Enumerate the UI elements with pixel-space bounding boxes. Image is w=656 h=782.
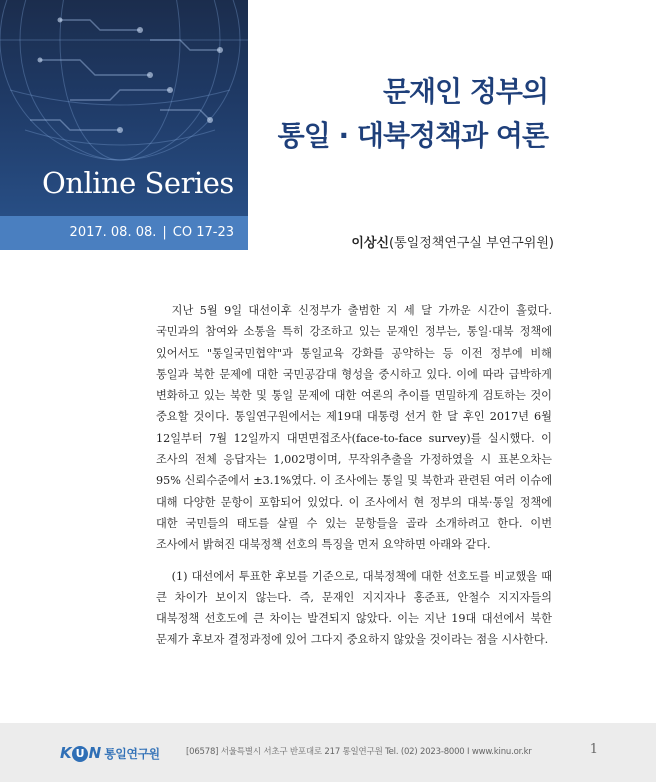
paragraph: 지난 5월 9일 대선이후 신정부가 출범한 지 세 달 가까운 시간이 흘렀다. 국민과의 참여와 소통을 특히 강조하고 있는 문재인 정부는, 통일·대북 정책에 있어서도 "통일국민협약"과 통일교육 강화를 공약하는 등 이전 정부에 비해 통일과 북한 문제에 대한 국민공감대 형성을 중시하고 있다. 이에 따라 급박하게 변화하고 있는 북한 및 통일 문제에 대한 여론의 추이를 면밀하게 검토하는 것이 중요할 것이다. 통일연구원에서는 제19대 대통령 선거 한 달 후인 2017년 6월 12일부터 7월 12일까지 대면면접조사(face-to-face survey)를 실시했다. 이 조사의 전체 응답자는 1,002명이며, 무작위추출을 가정하였을 시 표본오차는 95% 신뢰수준에서 ±3.1%였다. 이 조사에는 통일 및 북한과 관련된 여러 이슈에 대해 다양한 문항이 포함되어 있었다. 이 조사에서 현 정부의 대북·통일 정책에 대한 국민들의 태도를 살필 수 있는 문항들을 골라 소개하려고 한다. 이번 조사에서 밝혀진 대북정책 선호의 특징을 먼저 요약하면 아래와 같다. <box>156 304 552 552</box>
logo-letter-k: K <box>60 744 71 762</box>
title-line-2: 통일 · 대북정책과 여론 <box>277 119 548 152</box>
logo-letter-u: U <box>72 746 88 762</box>
cover-panel <box>0 0 248 222</box>
institute-address: [06578] 서울특별시 서초구 반포대로 217 통일연구원 Tel. (02) 2023-8000 I www.kinu.or.kr <box>186 747 532 757</box>
issue-date: 2017. 08. 08. <box>69 225 157 240</box>
author-affiliation: (통일정책연구실 부연구위원) <box>389 236 554 251</box>
kinu-logo-mark <box>60 744 100 762</box>
logo-letter-n: N <box>88 744 101 762</box>
series-title: Online Series <box>42 166 234 200</box>
author-name: 이상신 <box>351 236 390 251</box>
document-title <box>278 70 548 158</box>
paragraph: (1) 대선에서 투표한 후보를 기준으로, 대북정책에 대한 선호도를 비교했을 때 큰 차이가 보이지 않는다. 즉, 문재인 지지자나 홍준표, 안철수 지지자들의 대북정책 선호도에 큰 차이는 발견되지 않았다. 이는 지난 19대 대선에서 북한 문제가 후보자 결정과정에 있어 그다지 중요하지 않았을 것이라는 점을 시사한다. <box>156 569 552 647</box>
body-text <box>156 300 552 651</box>
kinu-logo <box>60 742 160 764</box>
page-footer <box>0 723 656 782</box>
issue-separator: | <box>162 225 167 240</box>
page-number: 1 <box>589 742 598 757</box>
institute-name: 통일연구원 <box>104 746 160 761</box>
issue-code: CO 17-23 <box>172 225 234 240</box>
title-line-1: 문재인 정부의 <box>382 75 548 108</box>
author-line <box>351 232 554 251</box>
issue-info-strip <box>0 216 248 250</box>
